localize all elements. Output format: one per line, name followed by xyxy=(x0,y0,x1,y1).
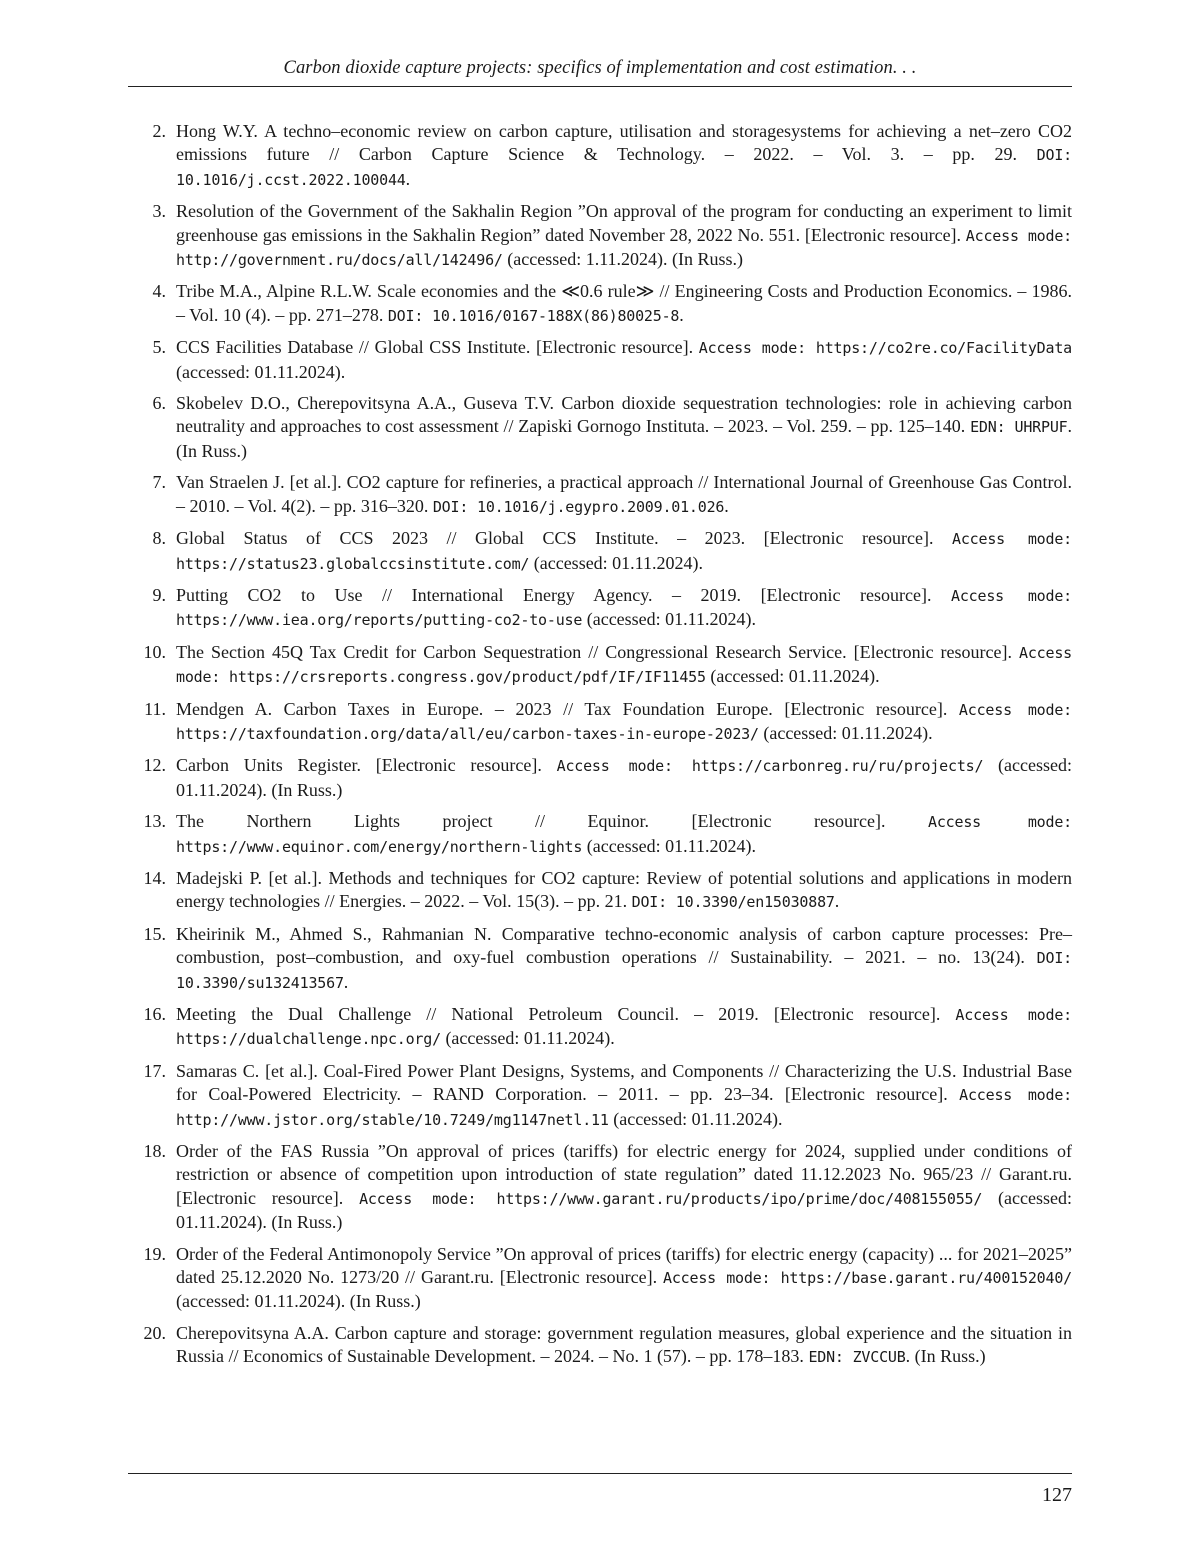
reference-identifier-link[interactable]: Access mode: https://base.garant.ru/400152040/ xyxy=(663,1269,1072,1288)
reference-identifier-link[interactable]: Access mode: https://co2re.co/FacilityData xyxy=(698,339,1072,358)
reference-citation: Cherepovitsyna A.A. Carbon capture and storage: government regulation measures, global experience and the situation in Russia // Economics of Sustainable Development. – 2024. – No. 1 (57). – pp. 178–183. xyxy=(176,1322,1072,1367)
reference-number: 4. xyxy=(152,281,166,302)
reference-citation: Global Status of CCS 2023 // Global CCS Institute. – 2023. [Electronic resource]. xyxy=(176,528,953,549)
reference-tail: (accessed: 01.11.2024). xyxy=(705,666,880,687)
reference-text xyxy=(166,1243,1072,1314)
reference-citation: Order of the FAS Russia ”On approval of prices (tariffs) for electric energy for 2024, supplied under conditions of restriction or absence of competition upon introduction of state regulation” dated 11.12.2023 No. 965/23 // Garant.ru. [Electronic resource]. xyxy=(176,1141,1072,1208)
header-rule xyxy=(128,86,1072,87)
reference-number: 3. xyxy=(152,201,166,222)
reference-identifier-link[interactable]: EDN: ZVCCUB xyxy=(808,1348,906,1367)
reference-number: 19. xyxy=(143,1243,166,1264)
reference-tail: (accessed: 01.11.2024). xyxy=(176,361,346,382)
reference-text xyxy=(166,1140,1072,1235)
reference-identifier-link[interactable]: EDN: UHRPUF xyxy=(970,418,1068,437)
reference-text xyxy=(166,810,1072,859)
reference-item xyxy=(128,754,1072,802)
reference-identifier-link[interactable]: DOI: 10.1016/j.ccst.2022.100044 xyxy=(176,146,1072,189)
reference-number: 16. xyxy=(143,1004,166,1024)
reference-identifier-link[interactable]: Access mode: https://crsreports.congress.gov/product/pdf/IF/IF11455 xyxy=(176,643,1072,687)
reference-number: 5. xyxy=(152,337,166,358)
reference-identifier-link[interactable]: Access mode: https://www.iea.org/reports/putting-co2-to-use xyxy=(176,586,1072,630)
reference-identifier-link[interactable]: Access mode: https://status23.globalccsinstitute.com/ xyxy=(176,530,1072,573)
reference-text xyxy=(166,923,1072,995)
reference-item xyxy=(128,810,1072,859)
reference-text xyxy=(166,120,1072,192)
reference-text xyxy=(166,471,1072,519)
reference-identifier-link[interactable]: Access mode: https://www.equinor.com/energy/northern-lights xyxy=(176,813,1072,856)
reference-citation: Tribe M.A., Alpine R.L.W. Scale economies and the ≪0.6 rule≫ // Engineering Costs and Production Economics. – 1986. – Vol. 10 (4). – pp. 271–278. xyxy=(176,281,1072,325)
reference-text xyxy=(166,754,1072,802)
reference-identifier-link[interactable]: DOI: 10.1016/0167-188X(86)80025-8 xyxy=(387,306,680,325)
running-head: Carbon dioxide capture projects: specifics of implementation and cost estimation. . . xyxy=(283,58,917,78)
reference-tail: (accessed: 01.11.2024). xyxy=(758,722,933,743)
reference-item xyxy=(128,641,1072,690)
reference-tail: (accessed: 01.11.2024). xyxy=(440,1028,615,1049)
reference-item xyxy=(128,1322,1072,1370)
reference-tail: . xyxy=(724,495,729,516)
reference-item xyxy=(128,1140,1072,1235)
reference-number: 11. xyxy=(144,698,166,719)
reference-citation: Carbon Units Register. [Electronic resource]. xyxy=(176,755,557,776)
page-number: 127 xyxy=(1042,1484,1072,1506)
reference-item xyxy=(128,923,1072,995)
reference-item xyxy=(128,1060,1072,1132)
reference-item xyxy=(128,1243,1072,1314)
reference-citation: The Northern Lights project // Equinor. [Electronic resource]. xyxy=(176,811,928,832)
reference-text xyxy=(166,867,1072,915)
reference-item xyxy=(128,280,1072,328)
reference-number: 10. xyxy=(143,641,166,662)
reference-item xyxy=(128,584,1072,633)
reference-identifier-link[interactable]: Access mode: https://www.garant.ru/products/ipo/prime/doc/408155055/ xyxy=(359,1189,983,1208)
reference-number: 8. xyxy=(152,528,166,549)
reference-citation: Meeting the Dual Challenge // National Petroleum Council. – 2019. [Electronic resource]. xyxy=(176,1004,956,1024)
reference-number: 13. xyxy=(143,811,166,832)
reference-citation: Van Straelen J. [et al.]. CO2 capture for refineries, a practical approach // International Journal of Greenhouse Gas Control. – 2010. – Vol. 4(2). – pp. 316–320. xyxy=(176,472,1072,516)
reference-number: 12. xyxy=(143,755,166,776)
reference-item xyxy=(128,1003,1072,1052)
reference-identifier-link[interactable]: DOI: 10.3390/en15030887 xyxy=(631,893,835,912)
reference-identifier-link[interactable]: DOI: 10.3390/su132413567 xyxy=(176,949,1072,992)
reference-identifier-link[interactable]: Access mode: http://government.ru/docs/all/142496/ xyxy=(176,226,1072,270)
reference-identifier-link[interactable]: DOI: 10.1016/j.egypro.2009.01.026 xyxy=(432,497,725,516)
reference-tail: . xyxy=(343,971,349,992)
reference-tail: (accessed: 01.11.2024). xyxy=(608,1108,783,1129)
reference-tail: (accessed: 1.11.2024). (In Russ.) xyxy=(502,249,744,270)
reference-tail: . xyxy=(405,168,411,189)
reference-text xyxy=(166,527,1072,576)
reference-number: 20. xyxy=(143,1322,166,1343)
reference-text xyxy=(166,698,1072,747)
reference-number: 14. xyxy=(143,867,166,888)
reference-tail: (accessed: 01.11.2024). xyxy=(582,835,756,856)
reference-number: 2. xyxy=(152,121,166,141)
reference-tail: . (In Russ.) xyxy=(176,416,1073,461)
reference-tail: (accessed: 01.11.2024). (In Russ.) xyxy=(176,1187,1072,1233)
reference-citation: The Section 45Q Tax Credit for Carbon Sequestration // Congressional Research Service. [Electronic resource]. xyxy=(176,641,1019,662)
reference-citation: Samaras C. [et al.]. Coal-Fired Power Plant Designs, Systems, and Components // Characterizing the U.S. Industrial Base for Coal-Powered Electricity. – RAND Corporation. – 2011. – pp. 23–34. [Electronic resource]. xyxy=(176,1060,1072,1105)
reference-tail: . (In Russ.) xyxy=(905,1346,986,1367)
reference-text xyxy=(166,280,1072,328)
reference-citation: Order of the Federal Antimonopoly Service ”On approval of prices (tariffs) for electric energy (capacity) ... for 2021–2025” dated 25.12.2020 No. 1273/20 // Garant.ru. [Electronic resource]. xyxy=(176,1243,1072,1288)
reference-text xyxy=(166,392,1072,463)
reference-item xyxy=(128,698,1072,747)
reference-number: 7. xyxy=(152,472,166,493)
reference-text xyxy=(166,1060,1072,1132)
reference-item xyxy=(128,867,1072,915)
reference-number: 6. xyxy=(152,393,166,414)
reference-citation: CCS Facilities Database // Global CSS Institute. [Electronic resource]. xyxy=(176,337,699,358)
reference-citation: Putting CO2 to Use // International Energy Agency. – 2019. [Electronic resource]. xyxy=(176,584,951,605)
reference-citation: Madejski P. [et al.]. Methods and techniques for CO2 capture: Review of potential solutions and applications in modern energy technologies // Energies. – 2022. – Vol. 15(3). – pp. 21. xyxy=(176,867,1072,912)
reference-citation: Mendgen A. Carbon Taxes in Europe. – 2023 // Tax Foundation Europe. [Electronic resource]. xyxy=(176,698,959,719)
reference-identifier-link[interactable]: Access mode: https://dualchallenge.npc.org/ xyxy=(176,1006,1072,1049)
reference-tail: (accessed: 01.11.2024). (In Russ.) xyxy=(176,755,1073,800)
reference-item xyxy=(128,471,1072,519)
reference-text xyxy=(166,1003,1072,1052)
reference-number: 18. xyxy=(143,1141,166,1162)
reference-tail: (accessed: 01.11.2024). xyxy=(582,609,756,630)
reference-citation: Hong W.Y. A techno–economic review on carbon capture, utilisation and storagesystems for achieving a net–zero CO2 emissions future // Carbon Capture Science & Technology. – 2022. – Vol. 3. – pp. 29. xyxy=(176,121,1072,165)
reference-number: 17. xyxy=(143,1060,166,1081)
reference-identifier-link[interactable]: Access mode: http://www.jstor.org/stable/10.7249/mg1147netl.11 xyxy=(176,1086,1072,1129)
reference-identifier-link[interactable]: Access mode: https://carbonreg.ru/ru/projects/ xyxy=(556,757,984,776)
reference-text xyxy=(166,584,1072,633)
reference-text xyxy=(166,336,1072,384)
footer-rule xyxy=(128,1473,1072,1474)
reference-item xyxy=(128,200,1072,272)
reference-citation: Skobelev D.O., Cherepovitsyna A.A., Guseva T.V. Carbon dioxide sequestration technologies: role in achieving carbon neutrality and approaches to cost assessment // Zapiski Gornogo Instituta. – 2023. – Vol. 259. – pp. 125–140. xyxy=(176,393,1072,437)
reference-list xyxy=(128,120,1072,1378)
reference-number: 15. xyxy=(143,923,166,944)
reference-number: 9. xyxy=(152,584,166,605)
reference-tail: . xyxy=(834,891,840,912)
reference-tail: (accessed: 01.11.2024). (In Russ.) xyxy=(176,1291,421,1312)
reference-text xyxy=(166,200,1072,272)
reference-citation: Kheirinik M., Ahmed S., Rahmanian N. Comparative techno-economic analysis of carbon capture processes: Pre–combustion, post–combustion, and oxy-fuel combustion operations // Sustainability. – 2021. – no. 13(24). xyxy=(176,923,1072,968)
reference-text xyxy=(166,641,1072,690)
reference-item xyxy=(128,336,1072,384)
reference-item xyxy=(128,120,1072,192)
reference-citation: Resolution of the Government of the Sakhalin Region ”On approval of the program for conducting an experiment to limit greenhouse gas emissions in the Sakhalin Region” dated November 28, 2022 No. 551. [Electronic resource]. xyxy=(176,201,1072,245)
reference-item xyxy=(128,527,1072,576)
reference-tail: . xyxy=(679,304,684,325)
reference-text xyxy=(166,1322,1072,1370)
reference-tail: (accessed: 01.11.2024). xyxy=(529,552,704,573)
reference-item xyxy=(128,392,1072,463)
reference-identifier-link[interactable]: Access mode: https://taxfoundation.org/data/all/eu/carbon-taxes-in-europe-2023/ xyxy=(176,700,1072,743)
